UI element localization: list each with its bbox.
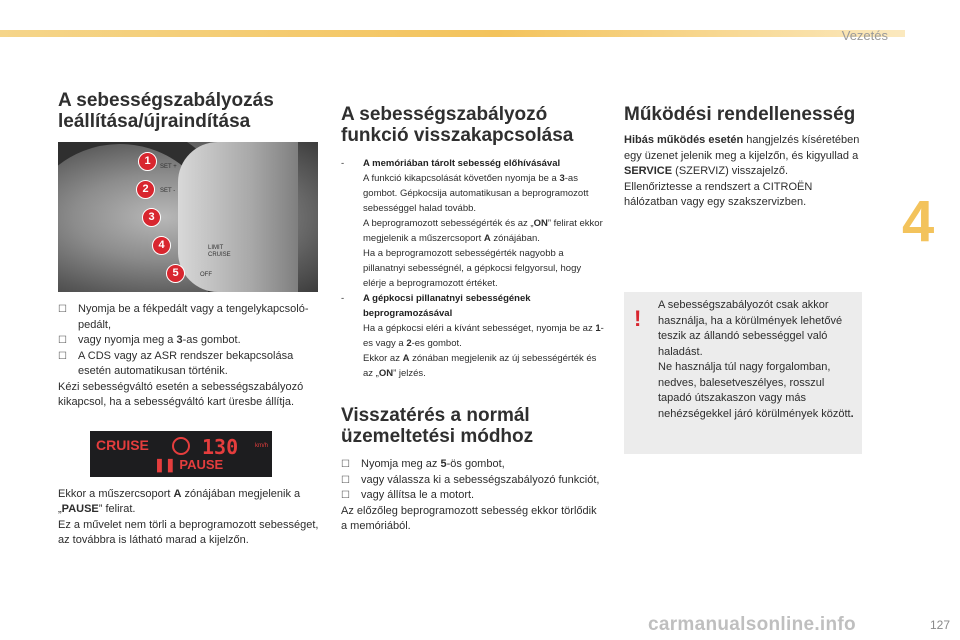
text: Ne használja túl nagy forgalomban, nedves, balesetveszélyes, rosszul tapadó útszakaszon vagy más nehézségekkel járó körülmények között (658, 361, 851, 420)
zone-label: A (402, 353, 410, 364)
zone-label: A (483, 233, 491, 244)
text: zónában megjelenik az új sebességérték és az „ (363, 353, 597, 379)
list-item-text: Nyomja meg az (361, 458, 441, 470)
list-item-text: Nyomja be a fékpedált vagy a tengelykapcsoló-pedált, (78, 303, 309, 331)
service-label: SERVICE (624, 165, 673, 177)
warning-paragraph: A sebességszabályozót csak akkor használja, ha a körülmények lehetővé teszik az állandó sebességgel való haladást. (658, 299, 843, 358)
list-item-text: A CDS vagy az ASR rendszer bekapcsolása esetén automatikusan történik. (78, 349, 294, 377)
memory-cleared-note: Az előzőleg beprogramozott sebesség ekkor törlődik a memóriából. (341, 504, 597, 532)
text: zónájában megjelenik a „ (58, 487, 301, 515)
watermark: carmanualsonline.info (648, 614, 856, 635)
method-paragraph: Ha a beprogramozott sebességérték nagyobb a pillanatnyi sebességnél, a gépkocsi felgyorsul, hogy elérje a beprogramozott értéket. (363, 248, 582, 289)
on-label: ON (378, 368, 394, 379)
instrument-display (90, 431, 272, 477)
page-number: 127 (929, 618, 950, 632)
column-malfunction (624, 104, 864, 211)
heading-line-2: leállítása/újraindítása (58, 111, 251, 132)
display-pause-text: PAUSE (179, 456, 224, 472)
text: -es gombot. (411, 338, 462, 349)
display-speed: 130 (202, 434, 239, 459)
callout-1: 1 (138, 152, 157, 171)
text: ” felirat ekkor megjelenik a műszercsoport (363, 218, 603, 244)
display-cruise-text: CRUISE (96, 436, 149, 453)
text: (SZERVIZ) visszajelző. (672, 165, 789, 177)
malfunction-paragraph (624, 133, 864, 180)
callout-3: 3 (142, 208, 161, 227)
warning-paragraph (658, 360, 858, 422)
button-number: 1 (595, 323, 601, 334)
heading-line-1: A sebességszabályozó (341, 104, 548, 125)
pause-label: PAUSE (61, 503, 99, 515)
steering-wheel-illustration (58, 142, 318, 292)
heading-stop-restart (58, 90, 320, 132)
dash-marker: - (341, 158, 345, 169)
text: zónájában. (490, 233, 540, 244)
warning-text (658, 298, 858, 422)
method-paragraph (363, 321, 605, 351)
memory-note: Ez a művelet nem törli a beprogramozott sebességet, az továbbra is látható marad a kijelzőn. (58, 518, 319, 546)
list-item-text: -ös gombot, (446, 458, 505, 470)
button-number: 2 (406, 338, 412, 349)
label-cruise: CRUISE (208, 252, 231, 258)
method-paragraph (363, 351, 605, 381)
zone-label: A (173, 487, 182, 500)
normal-mode-list (341, 457, 605, 504)
checkbox-icon: ☐ (58, 350, 67, 362)
list-item-text: -as gombot. (182, 334, 241, 346)
cruise-control-stalk (178, 142, 298, 292)
display-unit: km/h (255, 442, 269, 449)
method-title: A memóriában tárolt sebesség előhívásával (363, 158, 561, 169)
checkbox-icon: ☐ (341, 474, 350, 486)
text: ” jelzés. (393, 368, 426, 379)
heading-line-1: Visszatérés a normál (341, 405, 530, 426)
list-item (341, 457, 605, 473)
text: A beprogramozott sebességérték és az „ (363, 218, 534, 229)
dash-marker: - (341, 293, 345, 304)
heading-line-2: funkció visszakapcsolása (341, 125, 574, 146)
text: . (850, 407, 854, 420)
checkbox-icon: ☐ (58, 304, 67, 315)
text: A funkció kikapcsolását követően nyomja be a (363, 173, 560, 184)
label-set-plus: SET + (160, 164, 177, 170)
method-paragraph (363, 171, 605, 216)
text: -as gombot. Gépkocsija automatikusan a beprogramozott sebességgel halad tovább. (363, 173, 589, 214)
chapter-number: 4 (902, 189, 935, 254)
list-item-text: vagy nyomja meg a (78, 334, 177, 346)
heading-line-1: A sebességszabályozás (58, 90, 274, 111)
list-item (58, 349, 320, 380)
text: -es vagy a (363, 323, 604, 349)
checkbox-icon: ☐ (58, 335, 67, 346)
heading-line-2: üzemeltetési módhoz (341, 426, 534, 447)
list-item (58, 333, 320, 349)
heading-reactivate (341, 104, 605, 146)
text: Ekkor az (363, 353, 403, 364)
section-title: Vezetés (841, 28, 888, 43)
callout-5: 5 (166, 264, 185, 283)
method-paragraph (363, 216, 605, 246)
warning-icon: ! (634, 306, 642, 331)
label-limit: LIMIT (208, 245, 224, 251)
list-item (341, 291, 605, 381)
heading-malfunction: Működési rendellenesség (624, 104, 856, 125)
check-system-note: Ellenőriztesse a rendszert a CITROËN hálózatban vagy egy szakszervizben. (624, 180, 813, 208)
text: Ekkor a műszercsoport (58, 487, 174, 500)
list-item (58, 302, 320, 333)
label-off: OFF (200, 272, 212, 278)
reactivate-methods-list (341, 156, 605, 381)
text: Ha a gépkocsi eléri a kívánt sebességet, nyomja be az (363, 323, 596, 334)
method-title: A gépkocsi pillanatnyi sebességének beprogramozásával (363, 293, 531, 319)
checkbox-icon: ☐ (341, 490, 350, 501)
on-label: ON (533, 218, 548, 229)
button-number: 5 (440, 458, 447, 470)
button-number: 3 (559, 173, 565, 184)
header-accent-bar (0, 30, 905, 37)
stop-methods-list (58, 302, 320, 380)
warning-box (624, 292, 862, 454)
label-set-minus: SET - (160, 188, 176, 194)
column-reactivate (341, 104, 605, 535)
text: ” felirat. (98, 503, 136, 515)
text: hangjelzés kíséretében egy üzenet jelenik meg a kijelzőn, és kigyullad a (624, 134, 860, 162)
list-item (341, 488, 605, 504)
display-pause: ❚❚ PAUSE (154, 456, 224, 472)
malfunction-lead: Hibás működés esetén (624, 134, 744, 146)
pause-message-paragraph (58, 487, 320, 518)
button-number: 3 (176, 334, 183, 346)
callout-4: 4 (152, 236, 171, 255)
list-item (341, 473, 605, 489)
column-stop-restart (58, 90, 320, 549)
speedometer-icon (172, 437, 190, 455)
manual-gearbox-note: Kézi sebességváltó esetén a sebességszabályozó kikapcsol, ha a sebességváltó kart üresbe állítja. (58, 380, 304, 408)
checkbox-icon: ☐ (341, 459, 350, 470)
list-item-text: vagy válassza ki a sebességszabályozó funkciót, (361, 473, 600, 486)
heading-normal-mode (341, 405, 605, 447)
callout-2: 2 (136, 180, 155, 199)
list-item (341, 156, 605, 291)
list-item-text: vagy állítsa le a motort. (361, 489, 475, 501)
